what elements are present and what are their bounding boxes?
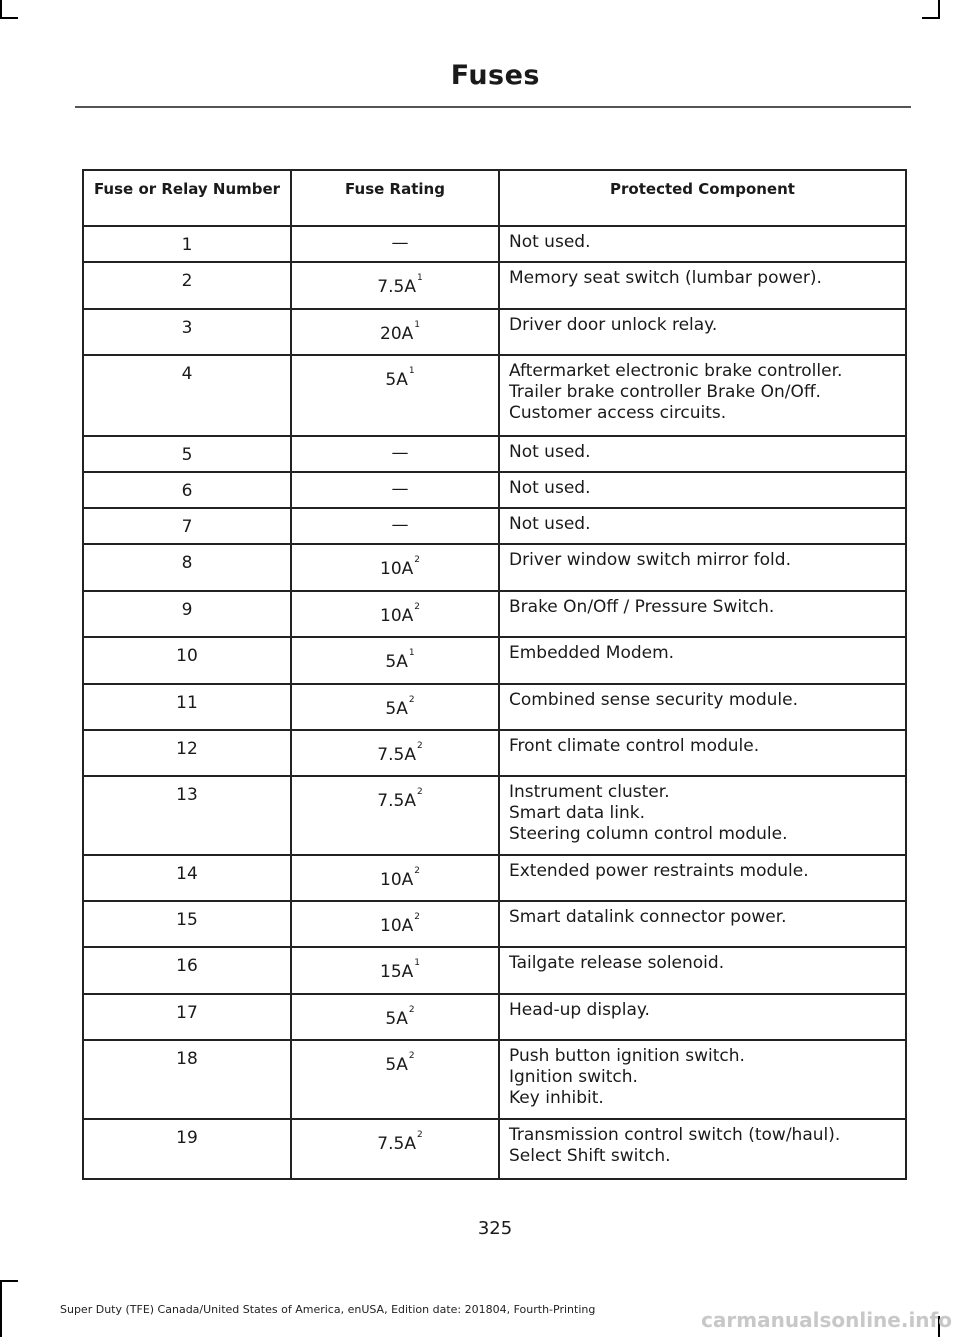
fuse-rating-value: 10A xyxy=(380,559,414,579)
protected-component xyxy=(499,1119,906,1179)
fuse-rating-footnote: 1 xyxy=(408,366,415,376)
fuse-number: 13 xyxy=(83,776,291,855)
fuse-number: 1 xyxy=(83,226,291,262)
fuse-rating-footnote: 2 xyxy=(408,695,415,705)
fuse-rating-value: 7.5A xyxy=(377,277,416,297)
protected-component xyxy=(499,591,906,637)
protected-component xyxy=(499,637,906,684)
table-header-row xyxy=(83,170,906,226)
fuse-table xyxy=(82,169,907,1180)
crop-mark-top-right-horizontal xyxy=(922,17,940,19)
protected-component xyxy=(499,355,906,436)
protected-component xyxy=(499,309,906,355)
fuse-rating-footnote: 1 xyxy=(414,320,420,330)
component-line: Not used. xyxy=(509,442,591,462)
protected-component xyxy=(499,684,906,730)
fuse-rating-footnote: 1 xyxy=(408,648,415,658)
component-line: Customer access circuits. xyxy=(509,403,727,423)
fuse-rating-footnote: 2 xyxy=(414,912,420,922)
fuse-rating-value: 20A xyxy=(380,324,414,344)
table-row xyxy=(83,1040,906,1119)
crop-mark-top-right-vertical xyxy=(938,0,940,18)
fuse-rating-value: 5A xyxy=(385,1055,408,1075)
table-row xyxy=(83,591,906,637)
table-row xyxy=(83,994,906,1040)
table-row xyxy=(83,226,906,262)
component-line: Key inhibit. xyxy=(509,1088,604,1108)
fuse-rating-value: 5A xyxy=(385,652,408,672)
table-row xyxy=(83,544,906,591)
protected-component xyxy=(499,226,906,262)
protected-component xyxy=(499,855,906,901)
crop-mark-bottom-left-horizontal xyxy=(0,1280,18,1282)
page-number: 325 xyxy=(477,1218,513,1239)
fuse-number: 17 xyxy=(83,994,291,1040)
fuse-number: 19 xyxy=(83,1119,291,1179)
fuse-rating-footnote: 2 xyxy=(414,555,420,565)
table-row xyxy=(83,776,906,855)
watermark: carmanualsonline.info xyxy=(701,1308,952,1332)
fuse-number: 15 xyxy=(83,901,291,947)
fuse-number: 18 xyxy=(83,1040,291,1119)
component-line: Push button ignition switch. xyxy=(509,1046,745,1066)
fuse-rating-footnote: 1 xyxy=(416,273,423,283)
fuse-rating-value: — xyxy=(391,443,409,463)
fuse-number: 7 xyxy=(83,508,291,544)
column-header-number: Fuse or Relay Number xyxy=(83,170,291,226)
fuse-rating-value: 7.5A xyxy=(377,745,416,765)
protected-component xyxy=(499,544,906,591)
component-line: Extended power restraints module. xyxy=(509,861,809,881)
fuse-number: 4 xyxy=(83,355,291,436)
fuse-rating xyxy=(291,226,499,262)
fuse-number: 12 xyxy=(83,730,291,776)
fuse-rating-value: — xyxy=(391,515,409,535)
protected-component xyxy=(499,994,906,1040)
component-line: Memory seat switch (lumbar power). xyxy=(509,268,822,288)
fuse-rating xyxy=(291,1119,499,1179)
fuse-number: 6 xyxy=(83,472,291,508)
fuse-number: 11 xyxy=(83,684,291,730)
crop-mark-top-left-horizontal xyxy=(0,17,18,19)
table-row xyxy=(83,637,906,684)
fuse-rating xyxy=(291,309,499,355)
protected-component xyxy=(499,436,906,472)
fuse-rating-footnote: 2 xyxy=(416,741,423,751)
table-row xyxy=(83,730,906,776)
title-rule xyxy=(75,106,911,108)
component-line: Aftermarket electronic brake controller. xyxy=(509,361,843,381)
fuse-rating xyxy=(291,591,499,637)
component-line: Ignition switch. xyxy=(509,1067,638,1087)
fuse-rating-footnote: 2 xyxy=(416,787,423,797)
fuse-number: 9 xyxy=(83,591,291,637)
fuse-rating xyxy=(291,855,499,901)
fuse-rating-value: 10A xyxy=(380,606,414,626)
fuse-number: 16 xyxy=(83,947,291,994)
fuse-rating-footnote: 2 xyxy=(416,1130,423,1140)
protected-component xyxy=(499,901,906,947)
protected-component xyxy=(499,262,906,309)
fuse-number: 2 xyxy=(83,262,291,309)
component-line: Embedded Modem. xyxy=(509,643,675,663)
fuse-rating xyxy=(291,355,499,436)
component-line: Front climate control module. xyxy=(509,736,760,756)
fuse-rating-footnote: 2 xyxy=(414,866,420,876)
fuse-rating xyxy=(291,994,499,1040)
protected-component xyxy=(499,730,906,776)
fuse-number: 3 xyxy=(83,309,291,355)
component-line: Select Shift switch. xyxy=(509,1146,671,1166)
component-line: Not used. xyxy=(509,514,591,534)
component-line: Head-up display. xyxy=(509,1000,650,1020)
fuse-rating-value: 7.5A xyxy=(377,1134,416,1154)
footer-edition: Super Duty (TFE) Canada/United States of America, enUSA, Edition date: 201804, Fourth-Printing xyxy=(60,1303,596,1316)
fuse-rating xyxy=(291,262,499,309)
table-row xyxy=(83,355,906,436)
fuse-number: 8 xyxy=(83,544,291,591)
crop-mark-top-left-vertical xyxy=(0,0,2,18)
component-line: Not used. xyxy=(509,478,591,498)
component-line: Steering column control module. xyxy=(509,824,788,844)
component-line: Smart datalink connector power. xyxy=(509,907,787,927)
component-line: Trailer brake controller Brake On/Off. xyxy=(509,382,821,402)
protected-component xyxy=(499,776,906,855)
component-line: Smart data link. xyxy=(509,803,645,823)
fuse-rating-footnote: 2 xyxy=(408,1051,415,1061)
fuse-rating xyxy=(291,901,499,947)
protected-component xyxy=(499,472,906,508)
component-line: Transmission control switch (tow/haul). xyxy=(509,1125,841,1145)
fuse-rating-footnote: 2 xyxy=(408,1005,415,1015)
fuse-rating xyxy=(291,472,499,508)
fuse-rating-value: 10A xyxy=(380,870,414,890)
fuse-number: 5 xyxy=(83,436,291,472)
fuse-table-body xyxy=(83,226,906,1179)
fuse-rating xyxy=(291,947,499,994)
fuse-rating xyxy=(291,776,499,855)
fuse-number: 14 xyxy=(83,855,291,901)
fuse-rating xyxy=(291,730,499,776)
table-row xyxy=(83,947,906,994)
fuse-rating-value: 7.5A xyxy=(377,791,416,811)
crop-mark-bottom-left-vertical xyxy=(0,1280,2,1337)
table-row xyxy=(83,436,906,472)
fuse-rating xyxy=(291,544,499,591)
column-header-component: Protected Component xyxy=(499,170,906,226)
fuse-rating xyxy=(291,1040,499,1119)
table-row xyxy=(83,901,906,947)
component-line: Driver door unlock relay. xyxy=(509,315,718,335)
table-row xyxy=(83,472,906,508)
fuse-rating xyxy=(291,637,499,684)
component-line: Combined sense security module. xyxy=(509,690,798,710)
component-line: Brake On/Off / Pressure Switch. xyxy=(509,597,775,617)
fuse-rating xyxy=(291,508,499,544)
component-line: Not used. xyxy=(509,232,591,252)
fuse-rating-value: 5A xyxy=(385,699,408,719)
fuse-rating-value: 10A xyxy=(380,916,414,936)
fuse-rating-value: — xyxy=(391,233,409,253)
page-title: Fuses xyxy=(450,60,540,91)
column-header-rating: Fuse Rating xyxy=(291,170,499,226)
protected-component xyxy=(499,947,906,994)
table-row xyxy=(83,262,906,309)
table-row xyxy=(83,1119,906,1179)
table-row xyxy=(83,508,906,544)
fuse-rating-value: 5A xyxy=(385,1009,408,1029)
table-row xyxy=(83,684,906,730)
fuse-rating xyxy=(291,436,499,472)
protected-component xyxy=(499,1040,906,1119)
component-line: Tailgate release solenoid. xyxy=(509,953,725,973)
fuse-rating-footnote: 2 xyxy=(414,602,420,612)
fuse-rating-footnote: 1 xyxy=(414,958,420,968)
fuse-rating-value: 15A xyxy=(380,962,414,982)
protected-component xyxy=(499,508,906,544)
fuse-rating-value: — xyxy=(391,479,409,499)
fuse-rating-value: 5A xyxy=(385,370,408,390)
table-row xyxy=(83,309,906,355)
component-line: Driver window switch mirror fold. xyxy=(509,550,791,570)
fuse-number: 10 xyxy=(83,637,291,684)
fuse-rating xyxy=(291,684,499,730)
component-line: Instrument cluster. xyxy=(509,782,670,802)
table-row xyxy=(83,855,906,901)
